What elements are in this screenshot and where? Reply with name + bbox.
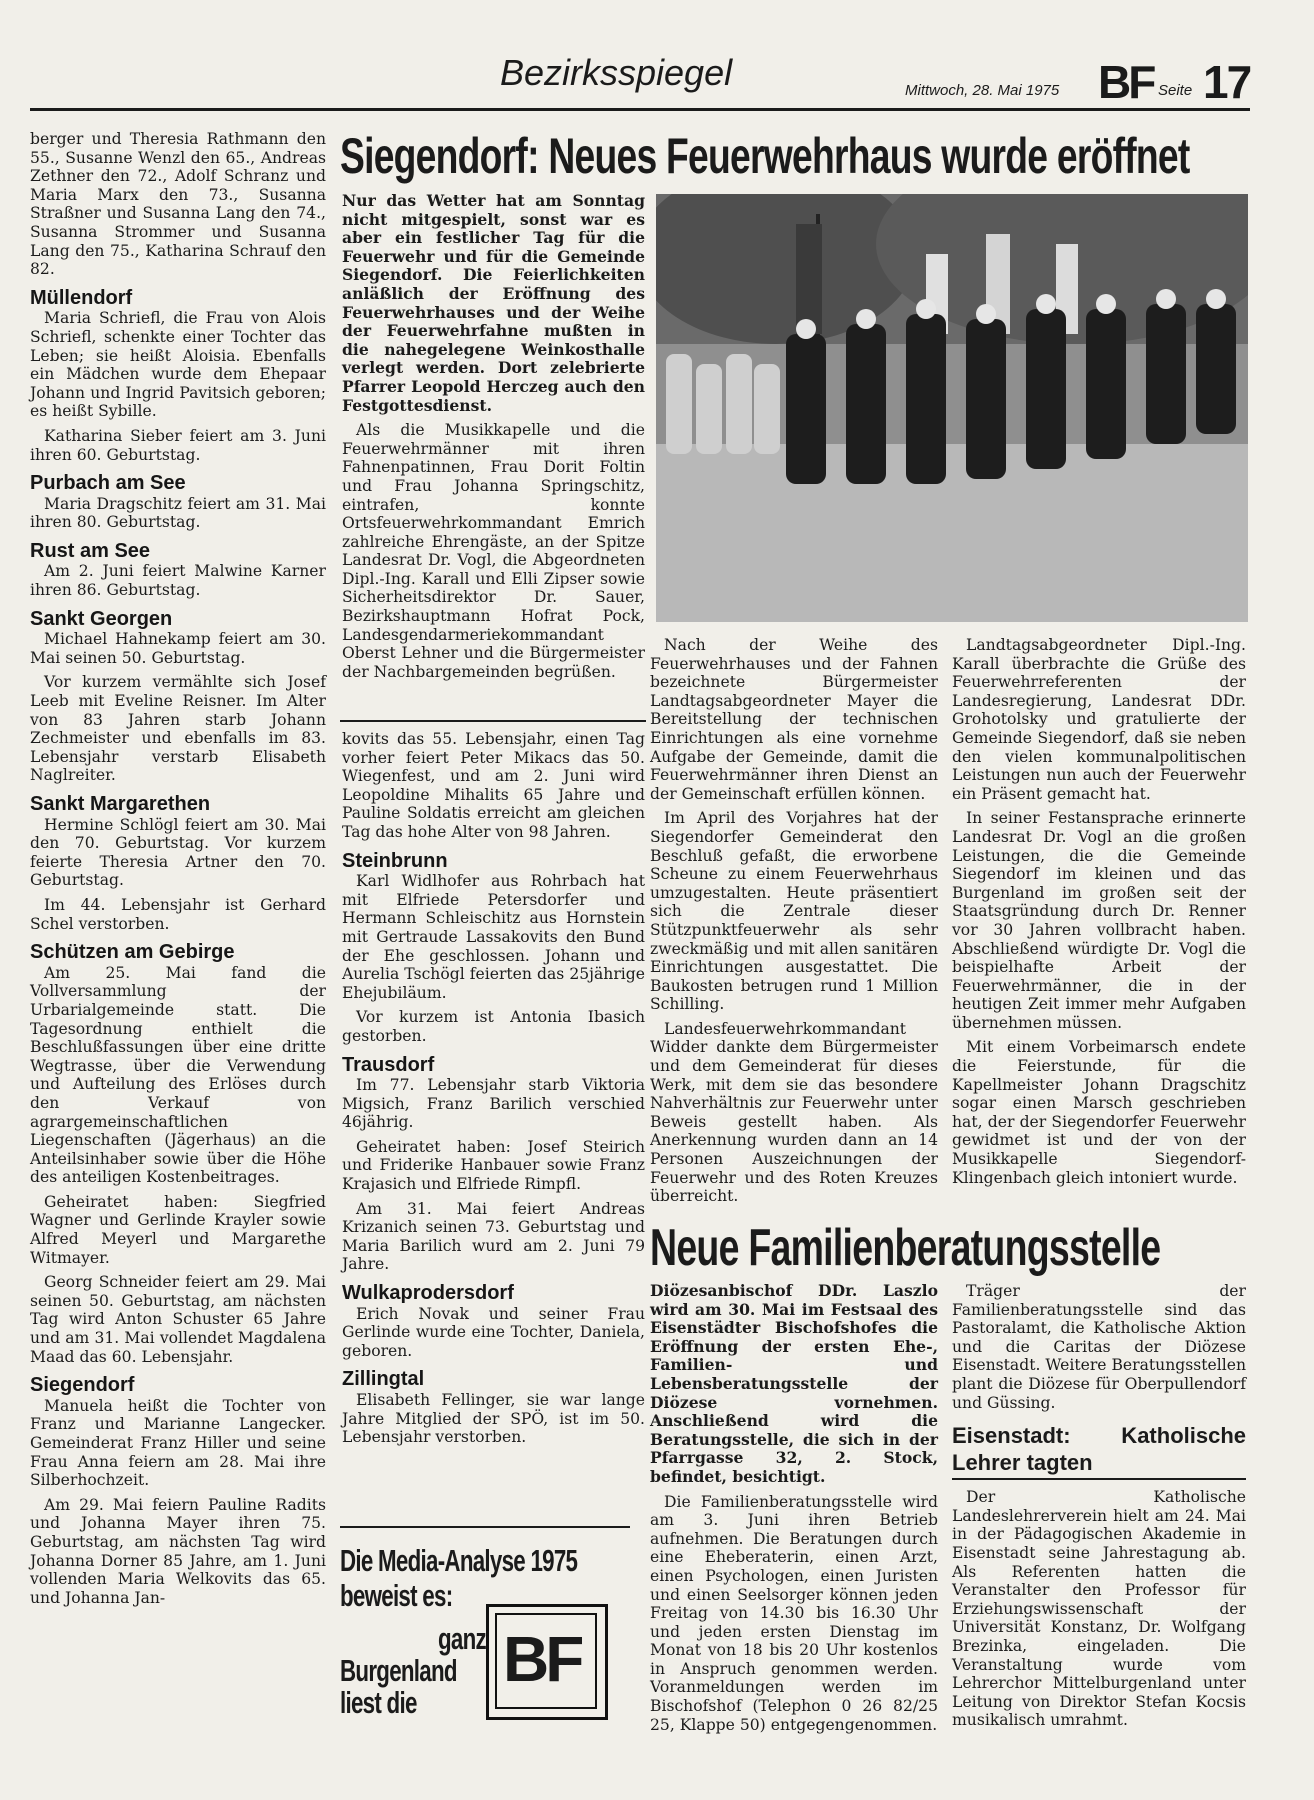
purbach-p1: Maria Dragschitz feiert am 31. Mai ihren 80. Geburtstag. bbox=[30, 494, 326, 532]
main-article-col3 bbox=[952, 636, 1246, 1193]
middle-continuation: kovits das 55. Lebensjahr, einen Tag vorher feiert Peter Mikacs das 50. Wiegenfest, und am 2. Juni wird Leopoldine Mihalits 65 Jahre und Pauline Soldatis erreicht am gleichen Tag das hohe Alter von 98 Jahren. bbox=[342, 730, 645, 841]
main-headline: Siegendorf: Neues Feuerwehrhaus wurde eröffnet bbox=[340, 128, 1190, 184]
trausdorf-p1: Im 77. Lebensjahr starb Viktoria Migsich, Franz Barilich verschied 46jährig. bbox=[342, 1076, 645, 1132]
ad-logo-text: BF bbox=[503, 1623, 581, 1695]
col3-p2: In seiner Festansprache erinnerte Landesrat Dr. Vogl an die großen Leistungen, die die Gemeinde Siegendorf im kleinen und das Burgenland im großen seit der Staatsgründung durch Dr. Renner vor 30 Jahren vollbracht haben. Abschließend würdigte Dr. Vogl die beispielhafte Arbeit der Feuerwehrmänner, die in der heutigen Zeit immer mehr Aufgaben übernehmen müssen. bbox=[952, 809, 1246, 1032]
steinbrunn-title: Steinbrunn bbox=[342, 849, 448, 872]
parade-photo bbox=[656, 194, 1248, 622]
bf-logo: BF bbox=[1098, 56, 1154, 108]
ad-line1: Die Media-Analyse 1975 bbox=[340, 1543, 578, 1578]
siegendorf-p1: Manuela heißt die Tochter von Franz und Marianne Langecker. Gemeinderat Franz Hiller und seine Frau Anna feiern am 28. Mai ihre Silberhochzeit. bbox=[30, 1396, 326, 1490]
family-lead: Diözesanbischof DDr. Laszlo wird am 30. Mai im Festsaal des Eisenstädter Bischofshofes die Eröffnung der ersten Ehe-, Familien- und Lebensberatungsstelle der Diözese vornehmen. Anschließend wird die Beratungsstelle, die sich in der Pfarrgasse 32, 2. Stock, befindet, besichtigt. bbox=[650, 1281, 938, 1486]
page-header bbox=[0, 0, 1314, 115]
family-col3 bbox=[952, 1282, 1246, 1736]
left-intro: berger und Theresia Rathmann den 55., Susanne Wenzl den 65., Andreas Zethner den 72., Adolf Schranz und Maria Marx den 73., Susanna Straßner und Susanna Lang den 74., Susanna Strommer und Susanna Lang den 75., Katharina Schrauf den 82. bbox=[30, 130, 326, 279]
steinbrunn-p1: Karl Widlhofer aus Rohrbach hat mit Elfriede Petersdorfer und Hermann Schleischitz aus Hornstein mit Gertraude Lassakovits den Bund der Ehe geschlossen. Johann und Aurelia Tschögl feierten das 25jährige Ehejubiläum. bbox=[342, 872, 645, 1002]
zillingtal-title: Zillingtal bbox=[342, 1368, 425, 1391]
sanktmargarethen-p2: Im 44. Lebensjahr ist Gerhard Schel verstorben. bbox=[30, 895, 326, 933]
sanktgeorgen-p2: Vor kurzem vermählte sich Josef Leeb mit Eveline Reisner. Im Alter von 83 Jahren starb Johann Zechmeister und ebenfalls im 83. Lebensjahr verstarb Elisabeth Naglreiter. bbox=[30, 673, 326, 785]
ad-line3: ganz bbox=[438, 1621, 486, 1656]
family-p1: Die Familienberatungsstelle wird am 3. Juni ihren Betrieb aufnehmen. Die Beratungen durch eine Eheberaterin, einen Arzt, einen Psychologen, einen Juristen und einen Seelsorger können jeden Freitag von 14.30 bis 16.30 Uhr und jeden ersten Dienstag im Monat von 18 bis 20 Uhr kostenlos in Anspruch genommen werden. Voranmeldungen werden im Bischofshof (Telephon 0 26 82/25 25, Klappe 50) entgegengenommen. bbox=[650, 1492, 938, 1734]
family-headline: Neue Familienberatungsstelle bbox=[650, 1219, 1161, 1277]
sanktgeorgen-title: Sankt Georgen bbox=[30, 607, 173, 630]
main-article-col2 bbox=[650, 636, 938, 1212]
zillingtal-p1: Elisabeth Fellinger, sie war lange Jahre Mitglied der SPÖ, ist im 50. Lebensjahr verstorben. bbox=[342, 1391, 645, 1447]
parade-photo-image bbox=[656, 194, 1248, 622]
col2-p3: Landesfeuerwehrkommandant Widder dankte dem Bürgermeister und dem Gemeinderat für dieses Werk, mit dem sie das besondere Nahverhältnis zur Feuerwehr unter Beweis gestellt haben. Als Anerkennung wurden dann an 14 Personen Auszeichnungen der Feuerwehr und des Roten Kreuzes überreicht. bbox=[650, 1019, 938, 1206]
col3-p3: Mit einem Vorbeimarsch endete die Feierstunde, für die Kapellmeister Johann Dragschitz sogar einen Marsch geschrieben hat, der der Siegendorfer Feuerwehr gewidmet ist und der von der Musikkapelle Siegendorf-Klingenbach gleich intoniert wurde. bbox=[952, 1038, 1246, 1187]
wulka-title: Wulkaprodersdorf bbox=[342, 1282, 514, 1305]
family-col2 bbox=[650, 1282, 938, 1740]
sanktgeorgen-p1: Michael Hahnekamp feiert am 30. Mai seinen 50. Geburtstag. bbox=[30, 630, 326, 667]
col2-p1: Nach der Weihe des Feuerwehrhauses und der Fahnen bezeichnete Bürgermeister Landtagsabgeordneter Mayer die Bereitstellung der technischen Einrichtungen als eine vornehme Aufgabe der Gemeinde, damit die Feuerwehrmänner ihren Dienst an der Gemeinschaft erfüllen können. bbox=[650, 636, 938, 803]
sanktmargarethen-p1: Hermine Schlögl feiert am 30. Mai den 70. Geburtstag. Vor kurzem feierte Theresia Artner den 70. Geburtstag. bbox=[30, 815, 326, 890]
wulka-p1: Erich Novak und seiner Frau Gerlinde wurde eine Tochter, Daniela, geboren. bbox=[342, 1304, 645, 1360]
schuetzen-title: Schützen am Gebirge bbox=[30, 941, 235, 964]
page-label: Seite bbox=[1158, 82, 1193, 99]
middle-rule bbox=[340, 720, 646, 722]
issue-date: Mittwoch, 28. Mai 1975 bbox=[905, 82, 1060, 99]
main-article-col1 bbox=[342, 192, 645, 687]
schuetzen-p2: Geheiratet haben: Siegfried Wagner und Gerlinde Krayler sowie Alfred Meyerl und Margarethe Witmayer. bbox=[30, 1192, 326, 1267]
ad-logo-box bbox=[486, 1604, 608, 1720]
schuetzen-p1: Am 25. Mai fand die Vollversammlung der Urbarialgemeinde statt. Die Tagesordnung enthielt die Beschlußfassungen über eine dritte Wegtrasse, über die Verwendung und Aufteilung des Erlöses durch den Verkauf von agrargemeinschaftlichen Liegenschaften (Jägerhaus) an die Anteilsinhaber sowie über die Höhe des anteiligen Kostenbeitrages. bbox=[30, 963, 326, 1187]
ad-top-rule bbox=[340, 1526, 630, 1528]
teacher-p1: Der Katholische Landeslehrerverein hielt am 24. Mai in der Pädagogischen Akademie in Eisenstadt seine Jahrestagung ab. Als Referenten hatten die Veranstalter den Professor für Erziehungswissenschaft der Universität Konstanz, Dr. Wolfgang Brezinka, eingeladen. Die Veranstaltung wurde vom Lehrerchor Mittelburgenland unter Leitung von Direktor Stefan Kocsis musikalisch umrahmt. bbox=[952, 1488, 1246, 1730]
trausdorf-title: Trausdorf bbox=[342, 1053, 435, 1076]
header-rule bbox=[30, 108, 1250, 111]
muellendorf-p2: Katharina Sieber feiert am 3. Juni ihren 60. Geburtstag. bbox=[30, 426, 326, 464]
teacher-headline: Eisenstadt: Katholische Lehrer tagten bbox=[952, 1422, 1246, 1480]
trausdorf-p2: Geheiratet haben: Josef Steirich und Friderike Hanbauer sowie Franz Krajasich und Elfriede Rimpfl. bbox=[342, 1137, 645, 1194]
col2-p2: Im April des Vorjahres hat der Siegendorfer Gemeinderat den Beschluß gefaßt, die erworbene Scheune zu einem Feuerwehrhaus umzugestalten. Heute präsentiert sich die Zentrale dieser Stützpunktfeuerwehr als sehr zweckmäßig und mit allen sanitären Einrichtungen ausgestattet. Die Baukosten betrugen rund 1 Million Schilling. bbox=[650, 809, 938, 1014]
media-analyse-ad bbox=[338, 1526, 646, 1726]
middle-column bbox=[342, 730, 645, 1453]
ad-line5: liest die bbox=[340, 1685, 417, 1720]
rust-p1: Am 2. Juni feiert Malwine Karner ihren 86. Geburtstag. bbox=[30, 562, 326, 600]
siegendorf-title: Siegendorf bbox=[30, 1374, 135, 1397]
main-p1: Als die Musikkapelle und die Feuerwehrmänner mit ihren Fahnenpatinnen, Frau Dorit Foltin und Frau Johanna Springschitz, eintrafen, konnte Ortsfeuerwehrkommandant Emrich zahlreiche Ehrengäste, an der Spitze Landesrat Dr. Vogl, die Abgeordneten Dipl.-Ing. Karall und Elli Zipser sowie Sicherheitsdirektor Dr. Sauer, Bezirkshauptmann Hofrat Pock, Landesgendarmeriekommandant Oberst Lehner und die Bürgermeister der Nachbargemeinden begrüßen. bbox=[342, 421, 645, 681]
schuetzen-p3: Georg Schneider feiert am 29. Mai seinen 50. Geburtstag, am nächsten Tag wird Anton Schuster 65 Jahre und am 31. Mai vollendet Magdalena Maad das 60. Lebensjahr. bbox=[30, 1273, 326, 1366]
family-col3-p1: Träger der Familienberatungsstelle sind das Pastoralamt, die Katholische Aktion und die Caritas der Diözese Eisenstadt. Weitere Beratungsstellen plant die Diözese für Oberpullendorf und Güssing. bbox=[952, 1282, 1246, 1412]
left-column bbox=[30, 130, 326, 1613]
ad-line4: Burgenland bbox=[340, 1653, 457, 1688]
page-number: 17 bbox=[1203, 56, 1251, 108]
purbach-title: Purbach am See bbox=[30, 472, 186, 495]
rust-title: Rust am See bbox=[30, 539, 151, 562]
col3-p1: Landtagsabgeordneter Dipl.-Ing. Karall überbrachte die Grüße des Feuerwehrreferenten der Landesregierung, Landesrat DDr. Grohotolsky und gratulierte der Gemeinde Siegendorf, daß sie neben den vielen kommunalpolitischen Leistungen nun auch der Feuerwehr ein Präsent gemacht hat. bbox=[952, 636, 1246, 803]
main-lead: Nur das Wetter hat am Sonntag nicht mitgespielt, sonst war es aber ein festlicher Tag für die Feuerwehr und für die Gemeinde Siegendorf. Die Feierlichkeiten anläßlich der Eröffnung des Feuerwehrhauses und der Weihe der Feuerwehrfahne mußten in die nahegelegene Weinkosthalle verlegt werden. Dort zelebrierte Pfarrer Leopold Herczeg auch den Festgottesdienst. bbox=[342, 191, 645, 415]
muellendorf-p1: Maria Schriefl, die Frau von Alois Schriefl, schenkte einer Tochter das Leben; sie heißt Aloisia. Ebenfalls ein Mädchen wurde dem Ehepaar Johann und Ingrid Pavitsich geboren; es heißt Sybille. bbox=[30, 309, 326, 421]
siegendorf-p2: Am 29. Mai feiern Pauline Radits und Johanna Mayer ihren 75. Geburtstag, am nächsten Tag wird Johanna Dorner 85 Jahre, am 1. Juni vollenden Maria Welkovits das 65. und Johanna Jan- bbox=[30, 1495, 326, 1607]
steinbrunn-p2: Vor kurzem ist Antonia Ibasich gestorben. bbox=[342, 1008, 645, 1045]
section-title: Bezirksspiegel bbox=[500, 52, 733, 93]
ad-line2: beweist es: bbox=[340, 1578, 453, 1613]
sanktmargarethen-title: Sankt Margarethen bbox=[30, 793, 211, 815]
trausdorf-p3: Am 31. Mai feiert Andreas Krizanich seinen 73. Geburtstag und Maria Barilich wurd am 2. Juni 79 Jahre. bbox=[342, 1199, 645, 1274]
muellendorf-title: Müllendorf bbox=[30, 286, 133, 309]
